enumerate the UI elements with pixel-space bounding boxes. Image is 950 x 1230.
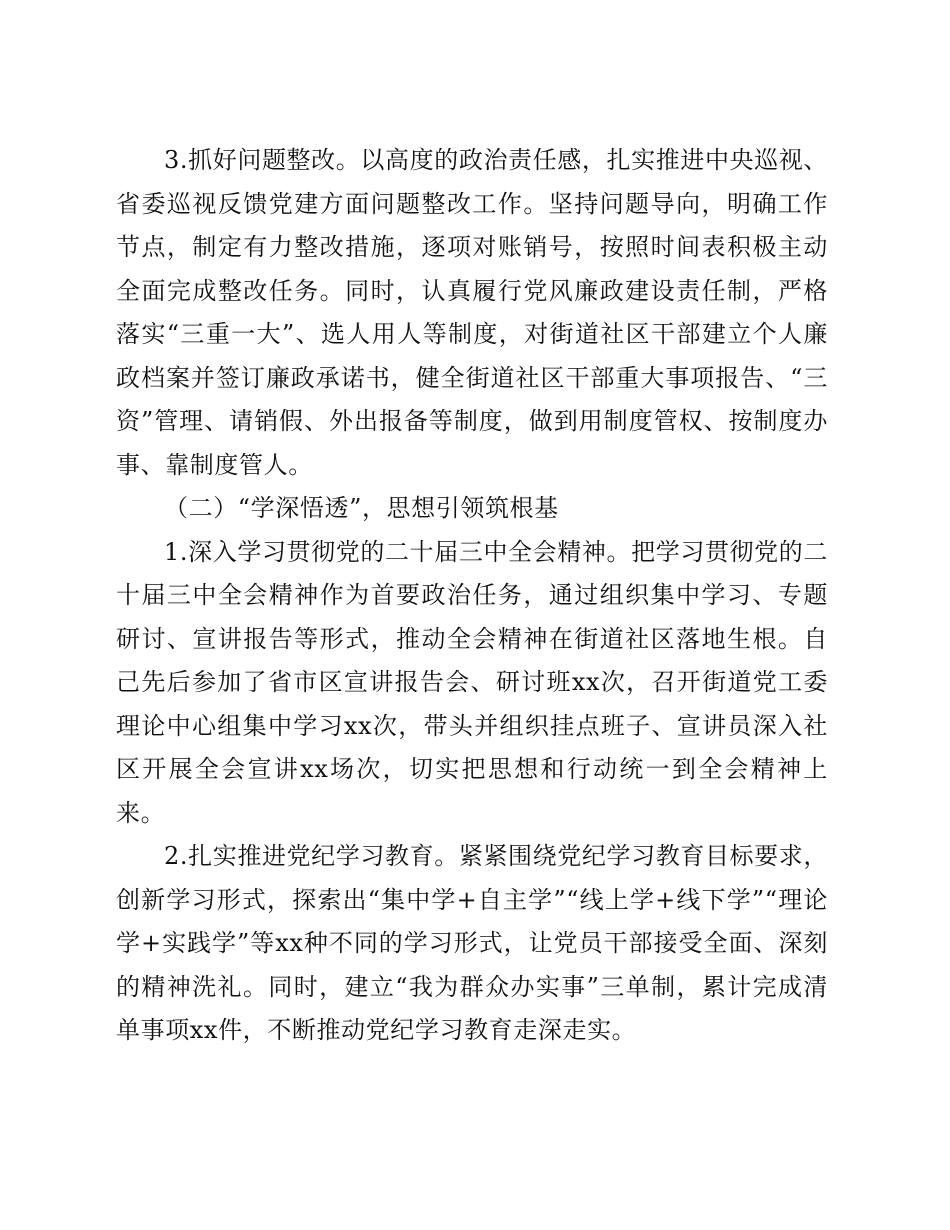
paragraph-discipline-education: 2.扎实推进党纪学习教育。紧紧围绕党纪学习教育目标要求，创新学习形式，探索出“集中学+自主学”“线上学+线下学”“理论学+实践学”等xx种不同的学习形式，让党员干部接受全面、深刻的精神洗礼。同时，建立“我为群众办实事”三单制，累计完成清单事项xx件，不断推动党纪学习教育走深走实。: [116, 842, 828, 1044]
paragraph-plenary-study: 1.深入学习贯彻党的二十届三中全会精神。把学习贯彻党的二十届三中全会精神作为首要政治任务，通过组织集中学习、专题研讨、宣讲报告等形式，推动全会精神在街道社区落地生根。自己先后参加了省市区宣讲报告会、研讨班xx次，召开街道党工委理论中心组集中学习xx次，带头并组织挂点班子、宣讲员深入社区开展全会宣讲xx场次，切实把思想和行动统一到全会精神上来。: [116, 537, 828, 827]
document-body: [116, 139, 828, 1053]
paragraph-problem-rectification: 3.抓好问题整改。以高度的政治责任感，扎实推进中央巡视、省委巡视反馈党建方面问题整改工作。坚持问题导向，明确工作节点，制定有力整改措施，逐项对账销号，按照时间表积极主动全面完成整改任务。同时，认真履行党风廉政建设责任制，严格落实“三重一大”、选人用人等制度，对街道社区干部建立个人廉政档案并签订廉政承诺书，健全街道社区干部重大事项报告、“三资”管理、请销假、外出报备等制度，做到用制度管权、按制度办事、靠制度管人。: [116, 146, 828, 479]
section-heading-2: （二）“学深悟透”，思想引领筑根基: [164, 494, 559, 522]
